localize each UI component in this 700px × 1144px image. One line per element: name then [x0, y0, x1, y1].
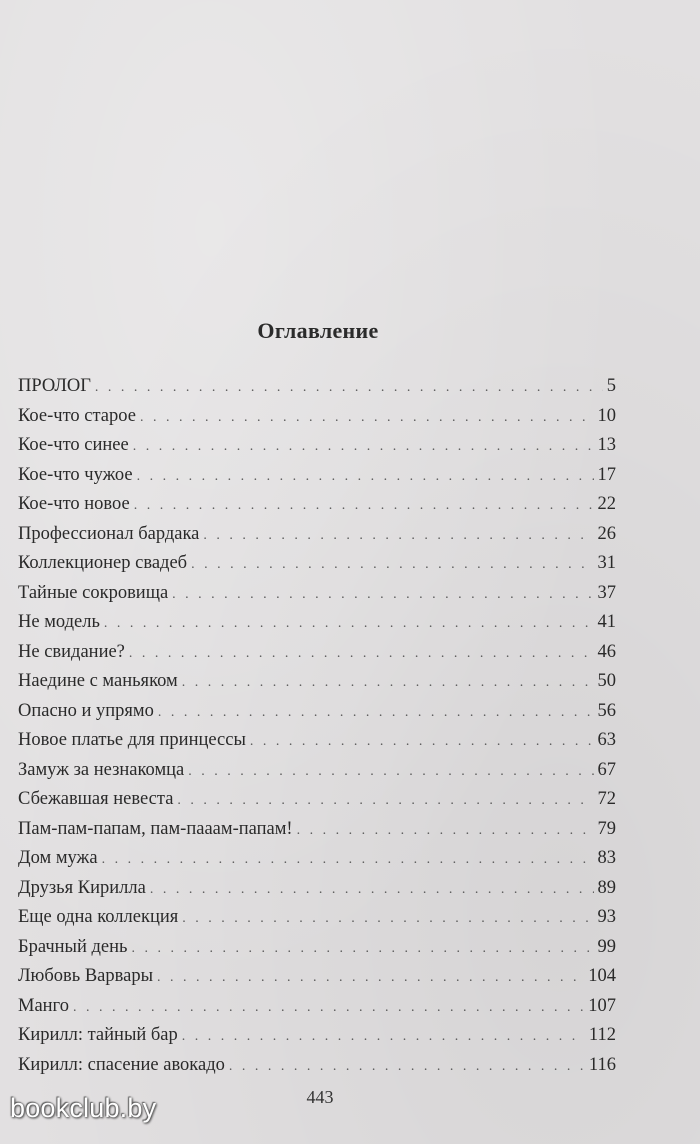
toc-entry-page: 79	[597, 818, 616, 839]
toc-entry	[18, 966, 616, 996]
dot-leader	[73, 1000, 584, 1016]
toc-entry-page: 26	[597, 523, 616, 544]
toc-entry-page: 31	[597, 553, 616, 573]
toc-entry-title: Кое-что старое	[18, 405, 136, 426]
toc-entry-title: Кирилл: тайный бар	[18, 1025, 178, 1045]
toc-entry-page: 104	[588, 966, 616, 986]
toc-entry-title: Не свидание?	[18, 641, 125, 662]
toc-entry-page: 22	[597, 494, 616, 514]
toc-entry-title: Кирилл: спасение авокадо	[18, 1054, 225, 1075]
dot-leader	[177, 793, 593, 809]
toc-entry-page: 63	[597, 730, 616, 750]
toc-entry-title: Манго	[18, 995, 69, 1016]
watermark-logo: bookclub.by	[10, 1093, 157, 1123]
dot-leader	[131, 941, 593, 957]
toc-entry	[18, 760, 616, 790]
dot-leader	[297, 823, 594, 839]
dot-leader	[182, 1029, 585, 1045]
dot-leader	[182, 911, 593, 927]
toc-entry-page: 112	[588, 1025, 616, 1045]
toc-entry-title: Сбежавшая невеста	[18, 789, 174, 809]
toc-entry-title: Наедине с маньяком	[18, 671, 178, 691]
dot-leader	[134, 498, 594, 514]
toc-entry	[18, 701, 616, 731]
toc-entry	[18, 612, 616, 642]
toc-entry-title: Опасно и упрямо	[18, 700, 154, 721]
toc-entry-page: 17	[597, 464, 616, 485]
toc-entry-page: 56	[597, 700, 616, 721]
toc-entry-page: 83	[597, 848, 616, 868]
dot-leader	[150, 882, 594, 898]
toc-entry-page: 10	[597, 405, 616, 426]
dot-leader	[182, 675, 594, 691]
toc-entry-page: 93	[597, 907, 616, 927]
toc-entry	[18, 494, 616, 524]
toc-entry-page: 67	[597, 759, 616, 780]
toc-entry-title: ПРОЛОГ	[18, 376, 91, 396]
table-of-contents	[18, 376, 616, 1084]
dot-leader	[158, 705, 594, 721]
toc-entry-page: 116	[588, 1054, 616, 1075]
toc-entry-page: 107	[588, 995, 616, 1016]
toc-entry	[18, 406, 616, 436]
dot-leader	[229, 1059, 585, 1075]
toc-entry-title: Новое платье для принцессы	[18, 730, 246, 750]
dot-leader	[140, 410, 594, 426]
dot-leader	[250, 734, 594, 750]
toc-entry-title: Пам-пам-папам, пам-пааам-папам!	[18, 818, 293, 839]
dot-leader	[95, 380, 603, 396]
toc-entry-page: 50	[597, 671, 616, 691]
toc-entry-page: 13	[597, 435, 616, 455]
toc-entry-page: 46	[597, 641, 616, 662]
toc-entry-title: Профессионал бардака	[18, 523, 200, 544]
toc-entry	[18, 907, 616, 937]
toc-entry-page: 72	[597, 789, 616, 809]
toc-entry	[18, 642, 616, 672]
toc-entry-title: Любовь Варвары	[18, 966, 154, 986]
toc-entry	[18, 819, 616, 849]
toc-entry-title: Друзья Кирилла	[18, 877, 146, 898]
toc-entry	[18, 376, 616, 406]
dot-leader	[172, 587, 593, 603]
toc-entry	[18, 789, 616, 819]
toc-entry	[18, 996, 616, 1026]
toc-entry-title: Замуж за незнакомца	[18, 759, 185, 780]
toc-entry-title: Не модель	[18, 612, 100, 632]
toc-entry	[18, 435, 616, 465]
toc-entry	[18, 671, 616, 701]
dot-leader	[104, 616, 594, 632]
dot-leader	[203, 528, 593, 544]
dot-leader	[129, 646, 594, 662]
toc-entry-title: Коллекционер свадеб	[18, 553, 188, 573]
toc-heading: Оглавление	[257, 318, 379, 343]
dot-leader	[137, 469, 594, 485]
toc-entry	[18, 465, 616, 495]
toc-entry	[18, 1025, 616, 1055]
toc-entry	[18, 937, 616, 967]
toc-entry-title: Кое-что синее	[18, 435, 129, 455]
toc-entry-page: 99	[597, 936, 616, 957]
toc-entry-page: 89	[597, 877, 616, 898]
toc-entry	[18, 1055, 616, 1085]
dot-leader	[102, 852, 594, 868]
dot-leader	[133, 439, 594, 455]
toc-entry	[18, 553, 616, 583]
page-number: 443	[306, 1087, 334, 1107]
toc-entry	[18, 878, 616, 908]
toc-entry-page: 41	[597, 612, 616, 632]
toc-entry-title: Дом мужа	[18, 848, 98, 868]
toc-entry	[18, 848, 616, 878]
toc-entry-page: 37	[597, 582, 616, 603]
dot-leader	[188, 764, 593, 780]
dot-leader	[191, 557, 593, 573]
toc-entry	[18, 730, 616, 760]
toc-entry-title: Кое-что чужое	[18, 464, 133, 485]
toc-entry-title: Еще одна коллекция	[18, 907, 179, 927]
toc-entry	[18, 583, 616, 613]
toc-entry-page: 5	[606, 376, 616, 396]
toc-entry-title: Брачный день	[18, 936, 128, 957]
toc-entry-title: Кое-что новое	[18, 494, 130, 514]
toc-entry	[18, 524, 616, 554]
dot-leader	[157, 970, 584, 986]
toc-entry-title: Тайные сокровища	[18, 582, 169, 603]
